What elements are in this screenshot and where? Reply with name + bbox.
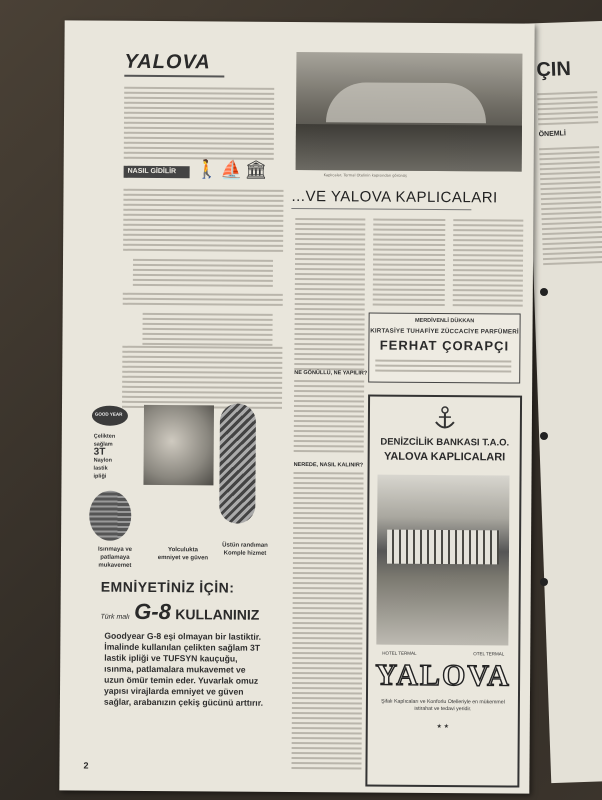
anchor-emblem-icon bbox=[432, 405, 458, 431]
article-col-3 bbox=[453, 219, 524, 309]
ferhat-ad: MERDİVENLİ DÜKKAN KIRTASİYE TUHAFİYE ZÜCCACİYE PARFÜMERİ FERHAT ÇORAPÇI bbox=[368, 312, 520, 383]
decorative-figures: 🚶⛵🏛 bbox=[195, 159, 270, 181]
tire-icon bbox=[219, 403, 256, 523]
section-subheading-2: NEREDE, NASIL KALINIR? bbox=[293, 461, 364, 469]
ad-headline: EMNİYETİNİZ İÇİN: bbox=[100, 578, 235, 596]
intro-text bbox=[124, 87, 275, 163]
photo-caption: Kaplıcalar, Termal Otelinin kapısından görünüş bbox=[323, 173, 407, 178]
transport-heading: NASIL GİDİLİR bbox=[127, 167, 177, 176]
denizcilik-ad: DENİZCİLİK BANKASI T.A.O. YALOVA KAPLICALARI HOTEL TERMAL OTEL TERMAL YALOVA Şifalı Kaplıcaları ve Konforlu Otelleriyle en mükemmel istirahat ve tedavi yeridir. ★ ★ bbox=[365, 394, 522, 787]
magazine-page bbox=[59, 20, 534, 793]
page-number: 2 bbox=[83, 760, 89, 771]
badge-text: Çelikten sağlam 3T Naylon lastik ipliği bbox=[93, 433, 116, 480]
article-col-2 bbox=[373, 219, 446, 310]
ferhat-name: FERHAT ÇORAPÇI bbox=[379, 337, 510, 354]
section-subheading: NE GÖNÜLLÜ, NE YAPILIR? bbox=[294, 369, 368, 377]
bank-subtitle: YALOVA KAPLICALARI bbox=[384, 450, 506, 464]
price-table bbox=[142, 313, 272, 349]
adjacent-page-subheading: ÖNEMLİ bbox=[538, 130, 566, 139]
hotel-photo bbox=[376, 475, 509, 646]
section-title: YALOVA bbox=[124, 50, 211, 74]
tire-tread-icon bbox=[89, 491, 131, 541]
bank-footer: Şifalı Kaplıcaları ve Konforlu Otelleriyle en mükemmel istirahat ve tedavi yeridir. bbox=[381, 698, 505, 713]
adjacent-page-title: ÇIN bbox=[536, 58, 572, 82]
kaplica-photo bbox=[296, 52, 523, 172]
ad-headline-2: Türk malı G-8 KULLANINIZ bbox=[100, 598, 260, 625]
article-col-1 bbox=[294, 218, 365, 373]
yalova-wordmark: YALOVA bbox=[375, 658, 511, 693]
goodyear-ad: GOOD YEAR Çelikten sağlam 3T Naylon lastik ipliği Isınmaya ve patlamaya mukavemet Yolculukta emniyet ve güven Üstün randıman Komple hizmet EMNİYETİNİZ İÇİN: Türk malı G-8 KULLANINIZ Goodyear G-8 eşi olmayan bir lastiktir. İmalinde kullanılan çelikten sağlam 3T lastik ipliği ve TUFSYN kauçuğu, ısınma, patlamalara mukavemet ve uzun ömür temin eder. Yuvarlak omuz yapısı virajlarda emniyet ve güven sağlar, arabanızın çekiş gücünü arttırır. bbox=[65, 20, 535, 23]
article-headline: ...VE YALOVA KAPLICALARI bbox=[291, 187, 498, 207]
car-illustration bbox=[143, 405, 214, 485]
ad-body: Goodyear G-8 eşi olmayan bir lastiktir. İmalinde kullanılan çelikten sağlam 3T lastik ipliği ve TUFSYN kauçuğu, ısınma, patlamalara mukavemet ve uzun ömür temin eder. Yuvarlak omuz yapısı virajlarda emniyet ve güven sağlar, arabanızın çekiş gücünü arttırır. bbox=[103, 630, 264, 708]
bank-title: DENİZCİLİK BANKASI T.A.O. bbox=[380, 436, 510, 449]
timetable bbox=[133, 259, 273, 290]
